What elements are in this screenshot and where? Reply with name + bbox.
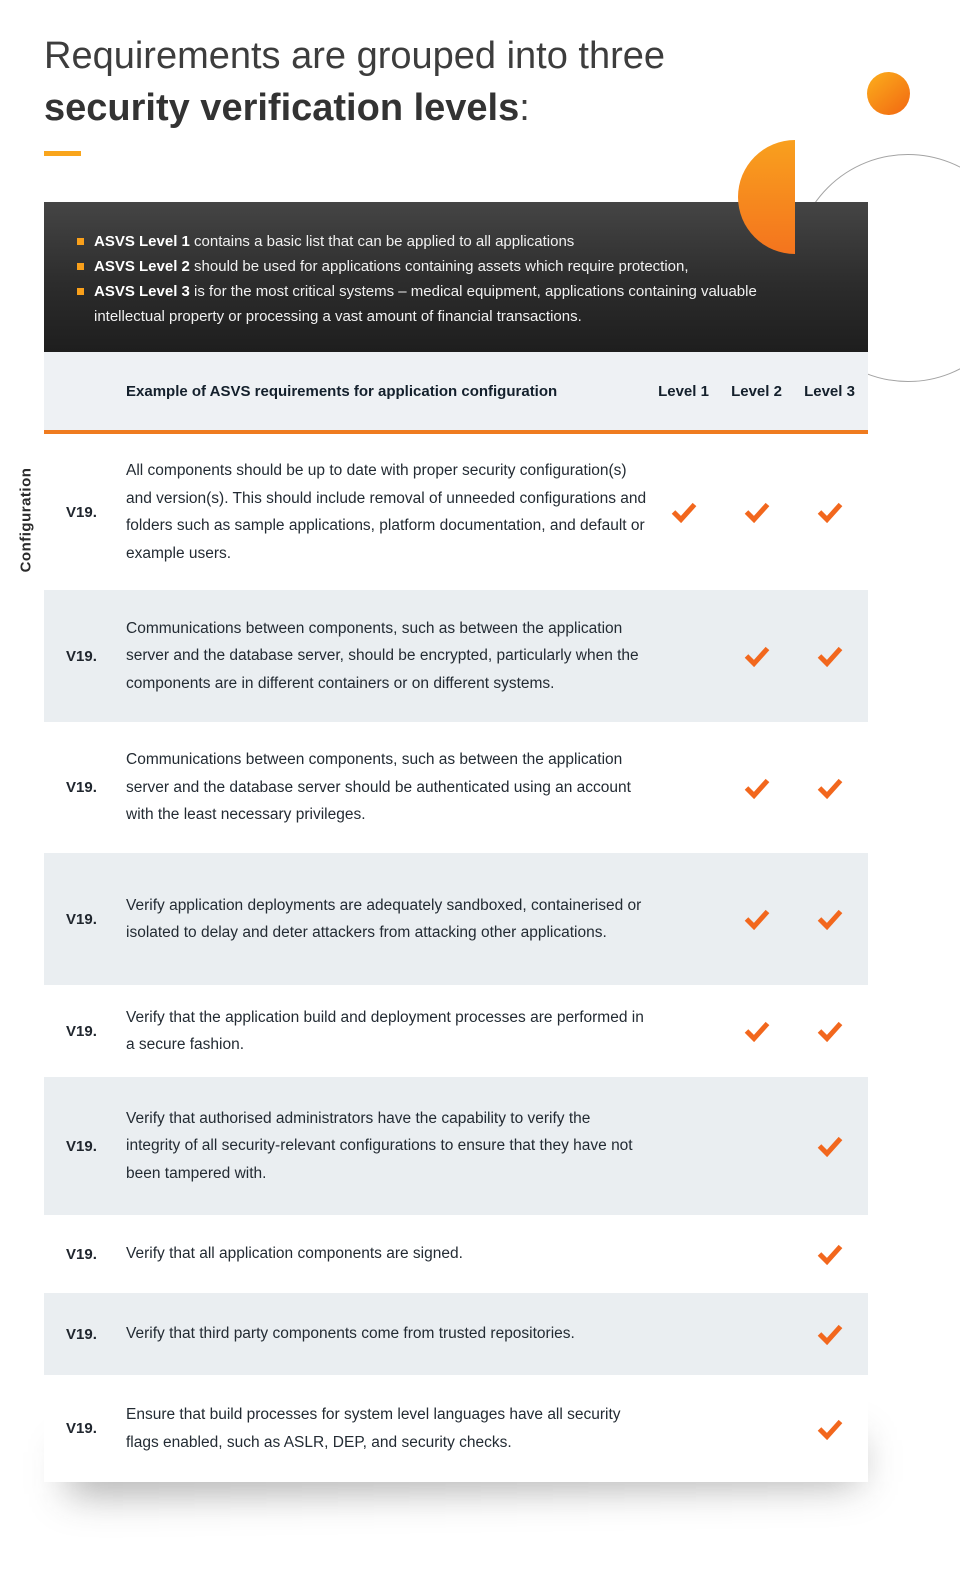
- table-row: [44, 1077, 868, 1215]
- decorative-dot-icon: [867, 72, 910, 115]
- title-colon: :: [519, 87, 530, 129]
- table-row: [44, 1215, 868, 1293]
- table-row: [44, 1375, 868, 1482]
- title-underline: [44, 151, 81, 156]
- bullet-square-icon: [77, 288, 84, 295]
- level1-check-cell: [647, 777, 720, 799]
- level2-check-cell: [720, 645, 793, 667]
- level3-check-cell: [793, 1323, 866, 1345]
- list-item: [77, 254, 810, 279]
- page-header: [44, 30, 665, 156]
- check-icon: [817, 908, 843, 930]
- table-row: [44, 434, 868, 590]
- requirement-text: Communications between components, such as between the application server and the database server should be authenticated using an account with the least necessary privileges.: [126, 751, 631, 824]
- table-row: [44, 590, 868, 722]
- level2-check-cell: [720, 1418, 793, 1440]
- level2-check-cell: [720, 1323, 793, 1345]
- level-name: ASVS Level 2: [94, 258, 190, 275]
- level3-check-cell: [793, 908, 866, 930]
- check-icon: [671, 501, 697, 523]
- requirement-id: V19.: [66, 910, 97, 928]
- table-row: [44, 1293, 868, 1375]
- column-header-level1: Level 1: [658, 382, 709, 400]
- requirements-table: [44, 434, 868, 1482]
- check-icon: [817, 1135, 843, 1157]
- level3-check-cell: [793, 1135, 866, 1157]
- requirement-id: V19.: [66, 1420, 97, 1437]
- requirement-id: V19.: [66, 1137, 97, 1155]
- level1-check-cell: [647, 908, 720, 930]
- level-name: ASVS Level 1: [94, 233, 190, 250]
- requirement-id: V19.: [66, 1245, 97, 1263]
- level1-check-cell: [647, 1418, 720, 1440]
- requirement-id: V19.: [66, 503, 97, 521]
- requirement-text: All components should be up to date with proper security configuration(s) and version(s). This should include removal of unneeded configurations and folders such as sample applications, platform documentation, and default or example users.: [126, 462, 647, 562]
- title-line1: Requirements are grouped into three: [44, 35, 666, 77]
- requirement-id: V19.: [66, 779, 97, 796]
- level-name: ASVS Level 3: [94, 283, 190, 300]
- level3-check-cell: [793, 1243, 866, 1265]
- level1-check-cell: [647, 1323, 720, 1345]
- level3-check-cell: [793, 777, 866, 799]
- requirement-text: Verify that authorised administrators have the capability to verify the integrity of all security-relevant configurations to ensure that they have not been tampered with.: [126, 1109, 633, 1182]
- table-header-title: Example of ASVS requirements for application configuration: [126, 382, 558, 400]
- list-item: [77, 229, 810, 254]
- column-header-level3: Level 3: [804, 382, 855, 400]
- requirement-id: V19.: [66, 1325, 97, 1343]
- level1-check-cell: [647, 1243, 720, 1265]
- check-icon: [817, 1020, 843, 1042]
- requirement-text: Verify that all application components are signed.: [126, 1245, 463, 1263]
- check-icon: [817, 501, 843, 523]
- check-icon: [817, 777, 843, 799]
- check-icon: [744, 501, 770, 523]
- requirement-text: Verify that third party components come from trusted repositories.: [126, 1325, 575, 1343]
- asvs-levels-card: [44, 202, 868, 1482]
- requirement-text: Verify application deployments are adequately sandboxed, containerised or isolated to delay and deter attackers from attacking other applications.: [126, 896, 642, 941]
- title-line2: security verification levels: [44, 87, 520, 129]
- check-icon: [744, 777, 770, 799]
- check-icon: [817, 1243, 843, 1265]
- level-description: should be used for applications containing assets which require protection,: [189, 258, 689, 275]
- requirement-id: V19.: [66, 1022, 97, 1040]
- level3-check-cell: [793, 1020, 866, 1042]
- check-icon: [744, 645, 770, 667]
- level2-check-cell: [720, 1020, 793, 1042]
- check-icon: [817, 1323, 843, 1345]
- page-title: [44, 30, 665, 134]
- table-row: [44, 985, 868, 1077]
- bullet-square-icon: [77, 263, 84, 270]
- level-description: contains a basic list that can be applied to all applications: [189, 233, 575, 250]
- level2-check-cell: [720, 908, 793, 930]
- level3-check-cell: [793, 645, 866, 667]
- check-icon: [744, 1020, 770, 1042]
- level1-check-cell: [647, 1020, 720, 1042]
- requirement-text: Communications between components, such as between the application server and the database server, should be encrypted, particularly when the components are in different containers or on different systems.: [126, 619, 639, 692]
- requirement-text: Ensure that build processes for system level languages have all security flags enabled, such as ASLR, DEP, and security checks.: [126, 1406, 621, 1451]
- side-label-configuration: Configuration: [17, 467, 35, 573]
- table-header: [44, 352, 868, 430]
- check-icon: [744, 908, 770, 930]
- level1-check-cell: [647, 645, 720, 667]
- requirement-text: Verify that the application build and deployment processes are performed in a secure fashion.: [126, 1008, 644, 1053]
- list-item: [77, 279, 810, 329]
- check-icon: [817, 645, 843, 667]
- column-header-level2: Level 2: [731, 382, 782, 400]
- level3-check-cell: [793, 1418, 866, 1440]
- level1-check-cell: [647, 501, 720, 523]
- level1-check-cell: [647, 1135, 720, 1157]
- requirement-id: V19.: [66, 647, 97, 665]
- level2-check-cell: [720, 777, 793, 799]
- check-icon: [817, 1418, 843, 1440]
- level2-check-cell: [720, 1243, 793, 1265]
- table-row: [44, 853, 868, 985]
- level2-check-cell: [720, 1135, 793, 1157]
- table-row: [44, 722, 868, 853]
- bullet-square-icon: [77, 238, 84, 245]
- level3-check-cell: [793, 501, 866, 523]
- level2-check-cell: [720, 501, 793, 523]
- asvs-levels-list: [77, 229, 810, 329]
- level-description: is for the most critical systems – medical equipment, applications containing valuable intellectual property or processing a vast amount of financial transactions.: [94, 283, 757, 325]
